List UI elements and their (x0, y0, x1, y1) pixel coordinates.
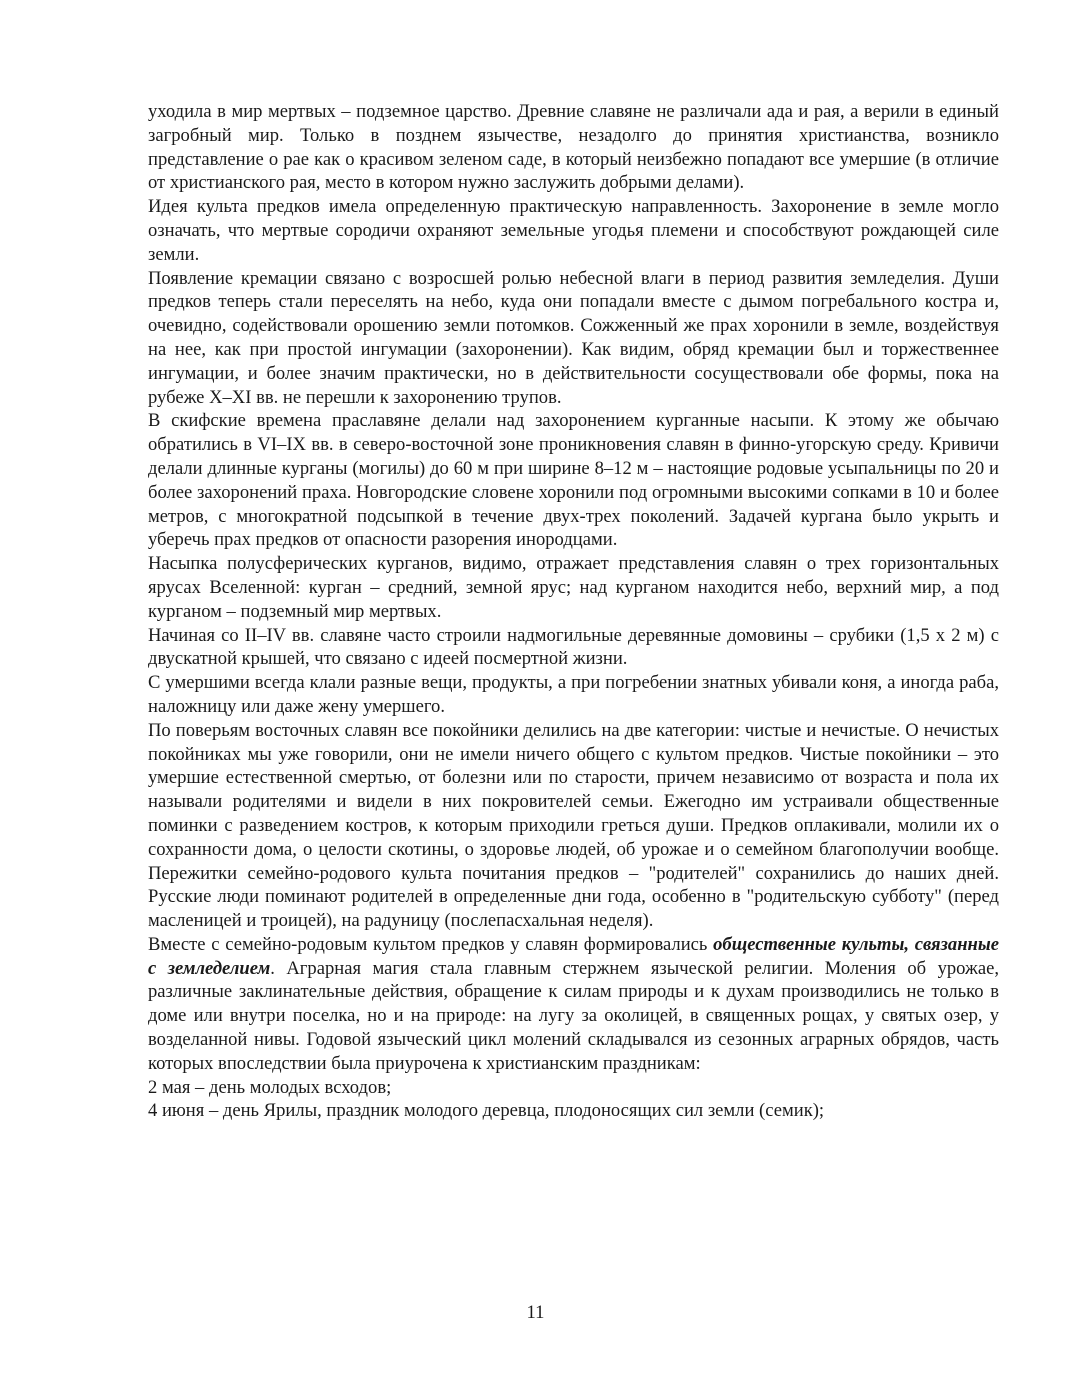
paragraph-grave-goods: С умершими всегда клали разные вещи, продукты, а при погребении знатных убивали коня, а иногда раба, наложницу или даже жену умершего. (148, 672, 999, 717)
list-item-june-4: 4 июня – день Ярилы, праздник молодого деревца, плодоносящих сил земли (семик); (148, 1100, 825, 1122)
page-number: 11 (526, 1302, 545, 1323)
body-text (148, 100, 999, 1123)
paragraph-cremation: Появление кремации связано с возросшей ролью небесной влаги в период развития земледелия. Души предков теперь стали переселять на небо, куда они попадали вместе с дымом погребального костра и, очевидно, содействовали орошению земли потомков. Сожженный же прах хоронили в земле, воздействуя на нее, как при простой ингумации (захоронении). Как видим, обряд кремации был и торжественнее ингумации, и более значим практически, но в действительности сосуществовали обе формы, пока на рубеже X–XI вв. не перешли к захоронению трупов. (148, 267, 999, 408)
paragraph-kurgans: В скифские времена праславяне делали над захоронением курганные насыпи. К этому же обычаю обратились в VI–IX вв. в северо-восточной зоне проникновения славян в финно-угорскую среду. Кривичи делали длинные курганы (могилы) до 60 м при ширине 8–12 м – настоящие родовые усыпальницы по 20 и более захоронений праха. Новгородские словене хоронили под огромными высокими сопками в 10 и более метров, с многократной подсыпкой в течение двух-трех поколений. Задачей кургана было укрыть и уберечь прах предков от опасности разорения инородцами. (148, 410, 999, 551)
paragraph-agrarian-cults (148, 933, 999, 1076)
agrarian-text-before: Вместе с семейно-родовым культом предков у славян формировались (148, 933, 714, 955)
paragraph-domoviny: Начиная со II–IV вв. славяне часто строили надмогильные деревянные домовины – срубики (1,5 х 2 м) с двускатной крышей, что связано с идеей посмертной жизни. (148, 624, 999, 670)
paragraph-hemispheric-kurgans: Насыпка полусферических курганов, видимо, отражает представления славян о трех горизонтальных ярусах Вселенной: курган – средний, земной ярус; над курганом находится небо, верхний мир, а под курганом – подземный мир мертвых. (148, 553, 999, 622)
agrarian-emphasis: общественные культы, связанные с земледелием (148, 933, 999, 979)
paragraph-ancestor-cult: Идея культа предков имела определенную практическую направленность. Захоронение в земле могло означать, что мертвые сородичи охраняют земельные угодья племени и способствуют рождающей силе земли. (148, 196, 999, 265)
agrarian-text-after: . Аграрная магия стала главным стержнем языческой религии. Моления об урожае, различные заклинательные действия, обращение к силам природы и к духам производились не только в доме или внутри поселка, но и на природе: на лугу за околицей, в священных рощах, у святых озер, у возделанной нивы. Годовой языческий цикл молений складывался из сезонных аграрных обрядов, часть которых впоследствии была приурочена к христианским праздникам: (148, 957, 999, 1074)
paragraph-afterlife: уходила в мир мертвых – подземное царство. Древние славяне не различали ада и рая, а верили в единый загробный мир. Только в позднем язычестве, незадолго до принятия христианства, возникло представление о рае как о красивом зеленом саде, в который неизбежно попадают все умершие (в отличие от христианского рая, место в котором нужно заслужить добрыми делами). (148, 101, 999, 194)
paragraph-pure-impure-dead: По поверьям восточных славян все покойники делились на две категории: чистые и нечистые. О нечистых покойниках мы уже говорили, они не имели ничего общего с культом предков. Чистые покойники – это умершие естественной смертью, от болезни или по старости, причем независимо от возраста и пола их называли родителями и видели в них покровителей семьи. Ежегодно им устраивали общественные поминки с разведением костров, к которым приходили греться души. Предков оплакивали, молили их о сохранности дома, о целости скотины, о здоровье людей, об урожае и о семейном благополучии вообще. Пережитки семейно-родового культа почитания предков – "родителей" сохранились до наших дней. Русские люди поминают родителей в определенные дни года, особенно в "родительскую субботу" (перед масленицей и троицей), на радуницу (послепасхальная неделя). (148, 719, 999, 932)
list-item-may-2: 2 мая – день молодых всходов; (148, 1076, 392, 1098)
